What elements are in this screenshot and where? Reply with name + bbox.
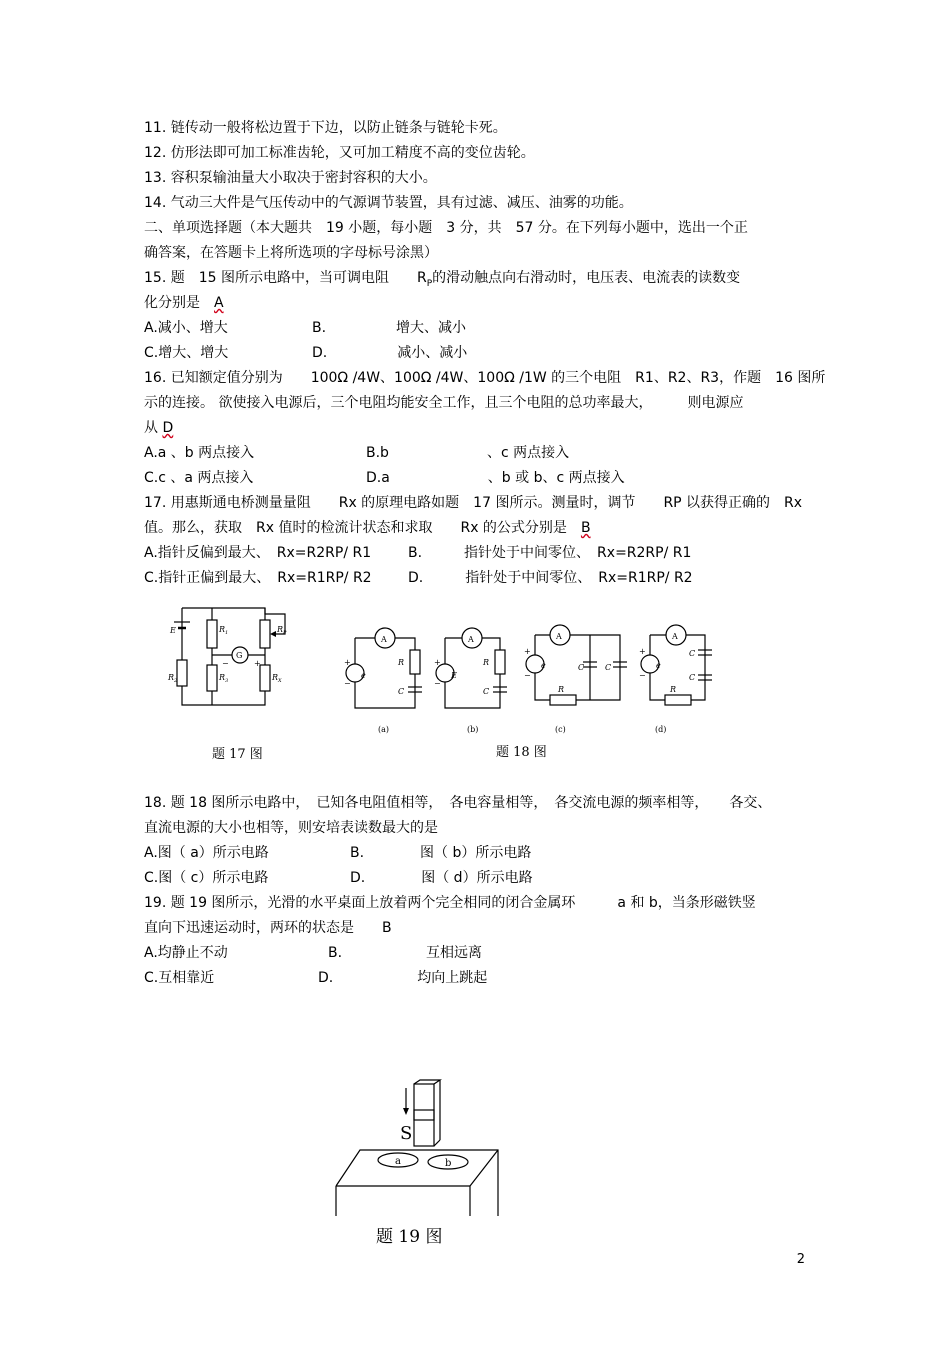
option-15-c: C.增大、增大 (144, 345, 229, 361)
question-18-cont: 直流电源的大小也相等，则安培表读数最大的是 (144, 820, 438, 836)
option-16-d: D.a 、b 或 b、c 两点接入 (366, 470, 625, 486)
svg-text:R: R (398, 658, 405, 667)
option-16-a: A.a 、b 两点接入 (144, 445, 255, 461)
option-18-a: A.图（ a）所示电路 (144, 845, 269, 861)
option-16-b: B.b 、c 两点接入 (366, 445, 570, 461)
question-18: 18. 题 18 图所示电路中， 已知各电阻值相等， 各电容量相等， 各交流电源的频率相等， 各交、 (144, 795, 772, 811)
option-19-a: A.均静止不动 (144, 945, 228, 961)
svg-text:(a): (a) (378, 725, 390, 734)
svg-text:−: − (222, 659, 229, 668)
svg-text:(d): (d) (655, 725, 667, 734)
svg-text:+: + (524, 647, 531, 656)
svg-text:(c): (c) (555, 725, 566, 734)
option-15-d: D. 减小、减小 (312, 345, 468, 361)
option-19-d: D. 均向上跳起 (318, 970, 488, 986)
svg-text:R: R (670, 685, 677, 694)
question-19: 19. 题 19 图所示，光滑的水平桌面上放着两个完全相同的闭合金属环 a 和 b，当条形磁铁竖 (144, 895, 756, 911)
answer-15: A (214, 295, 224, 311)
svg-text:C: C (689, 649, 696, 658)
svg-text:−: − (344, 679, 351, 688)
option-17-d: D. 指针处于中间零位、 Rx=R1RP/ R2 (408, 570, 693, 586)
question-16: 16. 已知额定值分别为 100Ω /4W、100Ω /4W、100Ω /1W 的三个电阻 R1、R2、R3，作题 16 图所 (144, 370, 826, 386)
option-16-c: C.c 、a 两点接入 (144, 470, 254, 486)
ammeter-d-label: A (672, 632, 678, 641)
svg-text:G: G (236, 651, 243, 660)
option-17-a: A.指针反偏到最大、 Rx=R2RP/ R1 (144, 545, 372, 561)
figure-19-magnet-rings (330, 1078, 505, 1218)
svg-text:RX: $R_X$ (272, 673, 282, 684)
svg-text:R3: $R_3$ (219, 673, 229, 684)
svg-text:e: e (361, 671, 366, 680)
svg-text:RP: $R_P$ (277, 625, 287, 636)
svg-text:e: e (541, 661, 546, 670)
svg-text:R1: $R_1$ (219, 625, 229, 636)
figure-17-caption: 题 17 图 (212, 747, 263, 762)
question-11: 11. 链传动一般将松边置于下边，以防止链条与链轮卡死。 (144, 120, 507, 136)
ring-b-label: b (445, 1158, 452, 1169)
ring-a-label: a (395, 1156, 401, 1167)
svg-text:C: C (578, 663, 585, 672)
magnet-pole-label: S (400, 1123, 413, 1144)
svg-text:R: R (558, 685, 565, 694)
answer-16: D (162, 420, 174, 436)
svg-text:E: E (451, 671, 457, 680)
section-2-heading-cont: 确答案，在答题卡上将所选项的字母标号涂黑） (144, 245, 438, 261)
option-19-c: C.互相靠近 (144, 970, 215, 986)
question-16-cont2: 从 D (144, 420, 174, 436)
svg-text:C: C (689, 673, 696, 682)
svg-text:(b): (b) (467, 725, 479, 734)
figure-19-caption: 题 19 图 (376, 1227, 443, 1247)
figure-18-circuits (340, 620, 730, 740)
page-number: 2 (796, 1252, 805, 1267)
svg-text:E: E (170, 626, 176, 635)
svg-text:C: C (605, 663, 612, 672)
question-17-cont: 值。那么，获取 Rx 值时的检流计状态和求取 Rx 的公式分别是 B (144, 520, 591, 536)
question-19-cont: 直向下迅速运动时，两环的状态是 B (144, 920, 392, 936)
svg-text:+: + (639, 647, 646, 656)
option-18-b: B. 图（ b）所示电路 (350, 845, 532, 861)
option-19-b: B. 互相远离 (328, 945, 483, 961)
option-15-b: B. 增大、减小 (312, 320, 467, 336)
question-15: 15. 题 15 图所示电路中，当可调电阻 $R_P$的滑动触点向右滑动时，电压表、电流表的读数变 (144, 270, 741, 289)
question-14: 14. 气动三大件是气压传动中的气源调节装置，具有过滤、减压、油雾的功能。 (144, 195, 633, 211)
svg-text:e: e (656, 661, 661, 670)
option-17-c: C.指针正偏到最大、 Rx=R1RP/ R2 (144, 570, 372, 586)
svg-text:−: − (434, 679, 441, 688)
svg-text:−: − (639, 671, 646, 680)
figure-18-caption: 题 18 图 (496, 745, 547, 760)
svg-text:C: C (398, 687, 405, 696)
question-17: 17. 用惠斯通电桥测量量阻 Rx 的原理电路如题 17 图所示。测量时，调节 RP 以获得正确的 Rx (144, 495, 803, 511)
question-15-cont: 化分别是 A (144, 295, 224, 311)
option-17-b: B. 指针处于中间零位、 Rx=R2RP/ R1 (408, 545, 692, 561)
svg-text:−: − (524, 671, 531, 680)
svg-text:R2: $R_2$ (168, 673, 178, 684)
section-2-heading: 二、单项选择题（本大题共 19 小题，每小题 3 分，共 57 分。在下列每小题中，选出一个正 (144, 220, 748, 236)
svg-text:+: + (434, 658, 441, 667)
svg-text:C: C (483, 687, 490, 696)
svg-text:+: + (254, 659, 261, 668)
question-12: 12. 仿形法即可加工标准齿轮，又可加工精度不高的变位齿轮。 (144, 145, 535, 161)
svg-text:R: R (483, 658, 490, 667)
svg-text:+: + (344, 658, 351, 667)
option-18-c: C.图（ c）所示电路 (144, 870, 269, 886)
answer-17: B (580, 520, 591, 536)
ammeter-c-label: A (556, 632, 562, 641)
ammeter-a-label: A (381, 635, 387, 644)
option-18-d: D. 图（ d）所示电路 (350, 870, 533, 886)
question-13: 13. 容积泵输油量大小取决于密封容积的大小。 (144, 170, 437, 186)
figure-17-bridge-circuit (160, 600, 310, 715)
option-15-a: A.减小、增大 (144, 320, 228, 336)
question-16-cont: 示的连接。 欲使接入电源后，三个电阻均能安全工作，且三个电阻的总功率最大， 则电源应 (144, 395, 744, 411)
ammeter-b-label: A (468, 635, 474, 644)
